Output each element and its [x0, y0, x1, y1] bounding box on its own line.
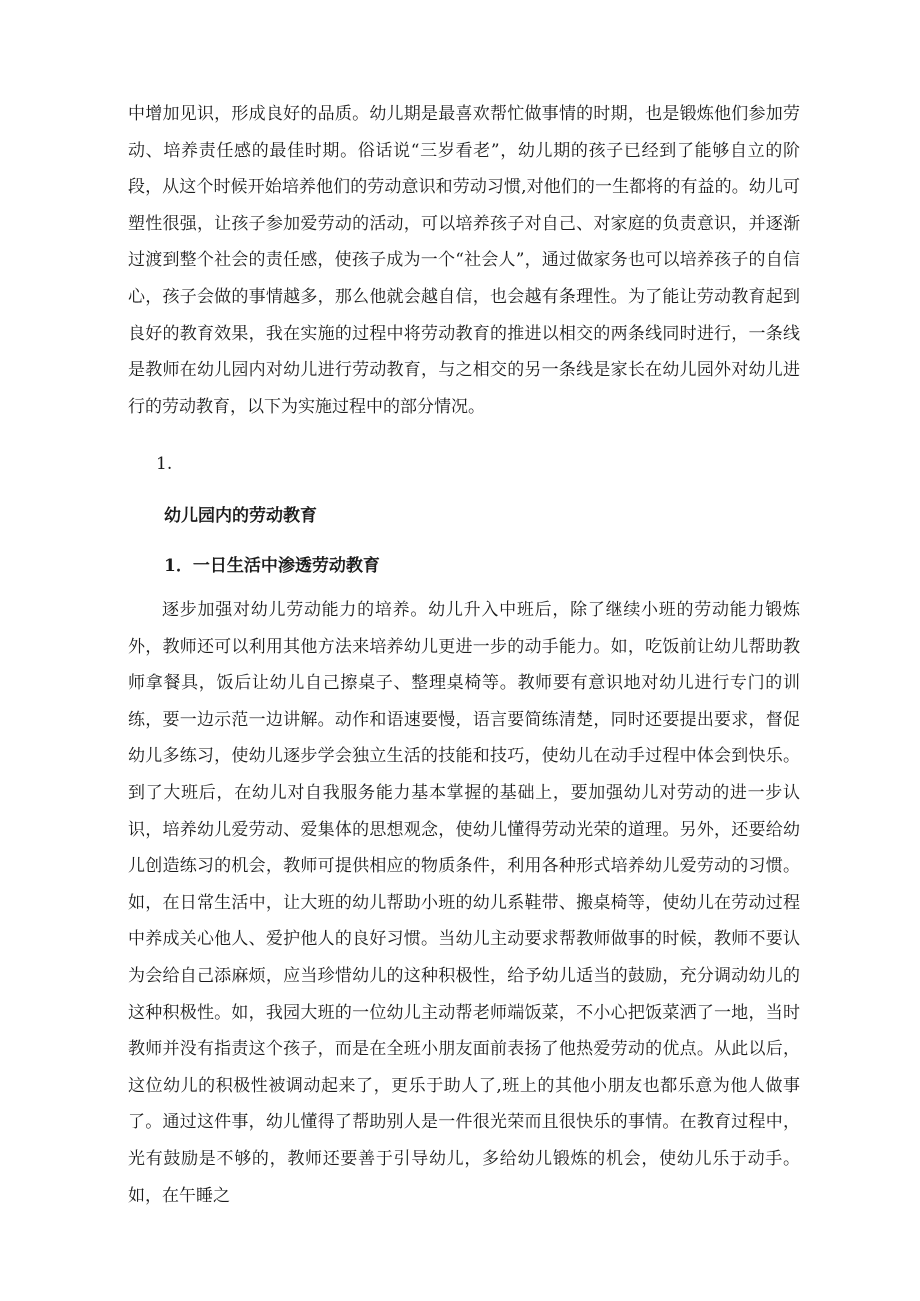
intro-paragraph: 中增加见识，形成良好的品质。幼儿期是最喜欢帮忙做事情的时期，也是锻炼他们参加劳动、培养责任感的最佳时期。俗话说“三岁看老”，幼儿期的孩子已经到了能够自立的阶段，从这个时候开始培养他们的劳动意识和劳动习惯,对他们的一生都将的有益的。幼儿可塑性很强，让孩子参加爱劳动的活动，可以培养孩子对自己、对家庭的负责意识，并逐渐过渡到整个社会的责任感，使孩子成为一个“社会人”，通过做家务也可以培养孩子的自信心，孩子会做的事情越多，那么他就会越自信，也会越有条理性。为了能让劳动教育起到良好的教育效果，我在实施的过程中将劳动教育的推进以相交的两条线同时进行，一条线是教师在幼儿园内对幼儿进行劳动教育，与之相交的另一条线是家长在幼儿园外对幼儿进行的劳动教育，以下为实施过程中的部分情况。: [128, 104, 800, 417]
subsection-heading: 1．一日生活中渗透劳动教育: [164, 556, 380, 576]
body-paragraph: 逐步加强对幼儿劳动能力的培养。幼儿升入中班后，除了继续小班的劳动能力锻炼外，教师还可以利用其他方法来培养幼儿更进一步的动手能力。如，吃饭前让幼儿帮助教师拿餐具，饭后让幼儿自己擦桌子、整理桌椅等。教师要有意识地对幼儿进行专门的训练，要一边示范一边讲解。动作和语速要慢，语言要简练清楚，同时还要提出要求，督促幼儿多练习，使幼儿逐步学会独立生活的技能和技巧，使幼儿在动手过程中体会到快乐。到了大班后，在幼儿对自我服务能力基本掌握的基础上，要加强幼儿对劳动的进一步认识，培养幼儿爱劳动、爱集体的思想观念，使幼儿懂得劳动光荣的道理。另外，还要给幼儿创造练习的机会，教师可提供相应的物质条件，利用各种形式培养幼儿爱劳动的习惯。如，在日常生活中，让大班的幼儿帮助小班的幼儿系鞋带、搬桌椅等，使幼儿在劳动过程中养成关心他人、爱护他人的良好习惯。当幼儿主动要求帮教师做事的时候，教师不要认为会给自己添麻烦，应当珍惜幼儿的这种积极性，给予幼儿适当的鼓励，充分调动幼儿的这种积极性。如，我园大班的一位幼儿主动帮老师端饭菜，不小心把饭菜洒了一地，当时教师并没有指责这个孩子，而是在全班小朋友面前表扬了他热爱劳动的优点。从此以后，这位幼儿的积极性被调动起来了，更乐于助人了,班上的其他小朋友也都乐意为他人做事了。通过这件事，幼儿懂得了帮助别人是一件很光荣而且很快乐的事情。在教育过程中，光有鼓励是不够的，教师还要善于引导幼儿，多给幼儿锻炼的机会，使幼儿乐于动手。如，在午睡之: [128, 600, 800, 1206]
section-number: 1.: [156, 454, 173, 474]
section-heading: 幼儿园内的劳动教育: [164, 506, 317, 526]
